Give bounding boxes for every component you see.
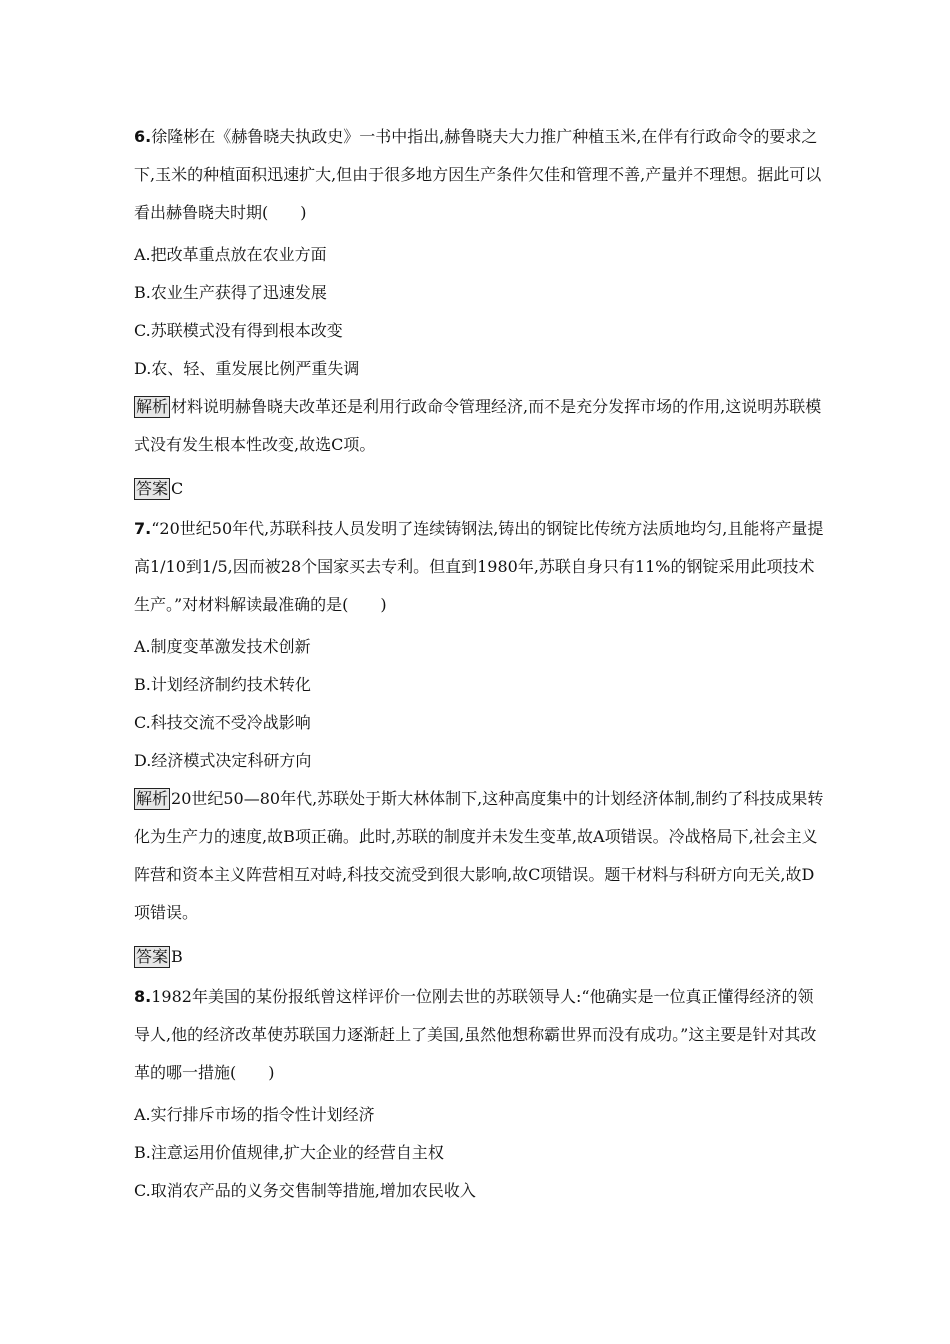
option-d: D.农、轻、重发展比例严重失调	[134, 359, 360, 378]
question-text: 徐隆彬在《赫鲁晓夫执政史》一书中指出,赫鲁晓夫大力推广种植玉米,在伴有行政命令的要求之下,玉米的种植面积迅速扩大,但由于很多地方因生产条件欠佳和管理不善,产量并不理想。据此可以看出赫鲁晓夫时期( )	[134, 127, 822, 222]
question-number: 8.	[134, 987, 152, 1006]
question-6	[134, 118, 824, 508]
option-b: B.注意运用价值规律,扩大企业的经营自主权	[134, 1143, 444, 1162]
option-b: B.农业生产获得了迅速发展	[134, 283, 327, 302]
question-number: 6.	[134, 127, 152, 146]
answer-value: B	[171, 947, 183, 966]
analysis-text: 20世纪50—80年代,苏联处于斯大林体制下,这种高度集中的计划经济体制,制约了科技成果转化为生产力的速度,故B项正确。此时,苏联的制度并未发生变革,故A项错误。冷战格局下,社会主义阵营和资本主义阵营相互对峙,科技交流受到很大影响,故C项错误。题干材料与科研方向无关,故D项错误。	[134, 789, 824, 922]
question-stem	[134, 118, 824, 232]
question-number: 7.	[134, 519, 152, 538]
question-text: “20世纪50年代,苏联科技人员发明了连续铸钢法,铸出的钢锭比传统方法质地均匀,且能将产量提高1/10到1/5,因而被28个国家买去专利。但直到1980年,苏联自身只有11%的钢锭采用此项技术生产。”对材料解读最准确的是( )	[134, 519, 824, 614]
option-a: A.把改革重点放在农业方面	[134, 245, 327, 264]
option-d: D.经济模式决定科研方向	[134, 751, 312, 770]
option-b: B.计划经济制约技术转化	[134, 675, 311, 694]
question-stem	[134, 510, 824, 624]
option-a: A.实行排斥市场的指令性计划经济	[134, 1105, 375, 1124]
question-stem	[134, 978, 824, 1092]
option-c: C.科技交流不受冷战影响	[134, 713, 311, 732]
question-text: 1982年美国的某份报纸曾这样评价一位刚去世的苏联领导人:“他确实是一位真正懂得经济的领导人,他的经济改革使苏联国力逐渐赶上了美国,虽然他想称霸世界而没有成功。”这主要是针对其改革的哪一措施( )	[134, 987, 817, 1082]
question-7	[134, 510, 824, 976]
question-list	[134, 118, 824, 1212]
option-c: C.取消农产品的义务交售制等措施,增加农民收入	[134, 1181, 476, 1200]
answer-label: 答案	[136, 947, 169, 966]
option-c: C.苏联模式没有得到根本改变	[134, 321, 343, 340]
analysis-label: 解析	[136, 397, 169, 416]
answer	[134, 470, 824, 508]
question-8	[134, 978, 824, 1210]
analysis	[134, 780, 824, 932]
analysis-text: 材料说明赫鲁晓夫改革还是利用行政命令管理经济,而不是充分发挥市场的作用,这说明苏联模式没有发生根本性改变,故选C项。	[134, 397, 822, 454]
analysis	[134, 388, 824, 464]
answer-label: 答案	[136, 479, 169, 498]
option-a: A.制度变革激发技术创新	[134, 637, 311, 656]
analysis-label: 解析	[136, 789, 169, 808]
answer	[134, 938, 824, 976]
answer-value: C	[171, 479, 184, 498]
